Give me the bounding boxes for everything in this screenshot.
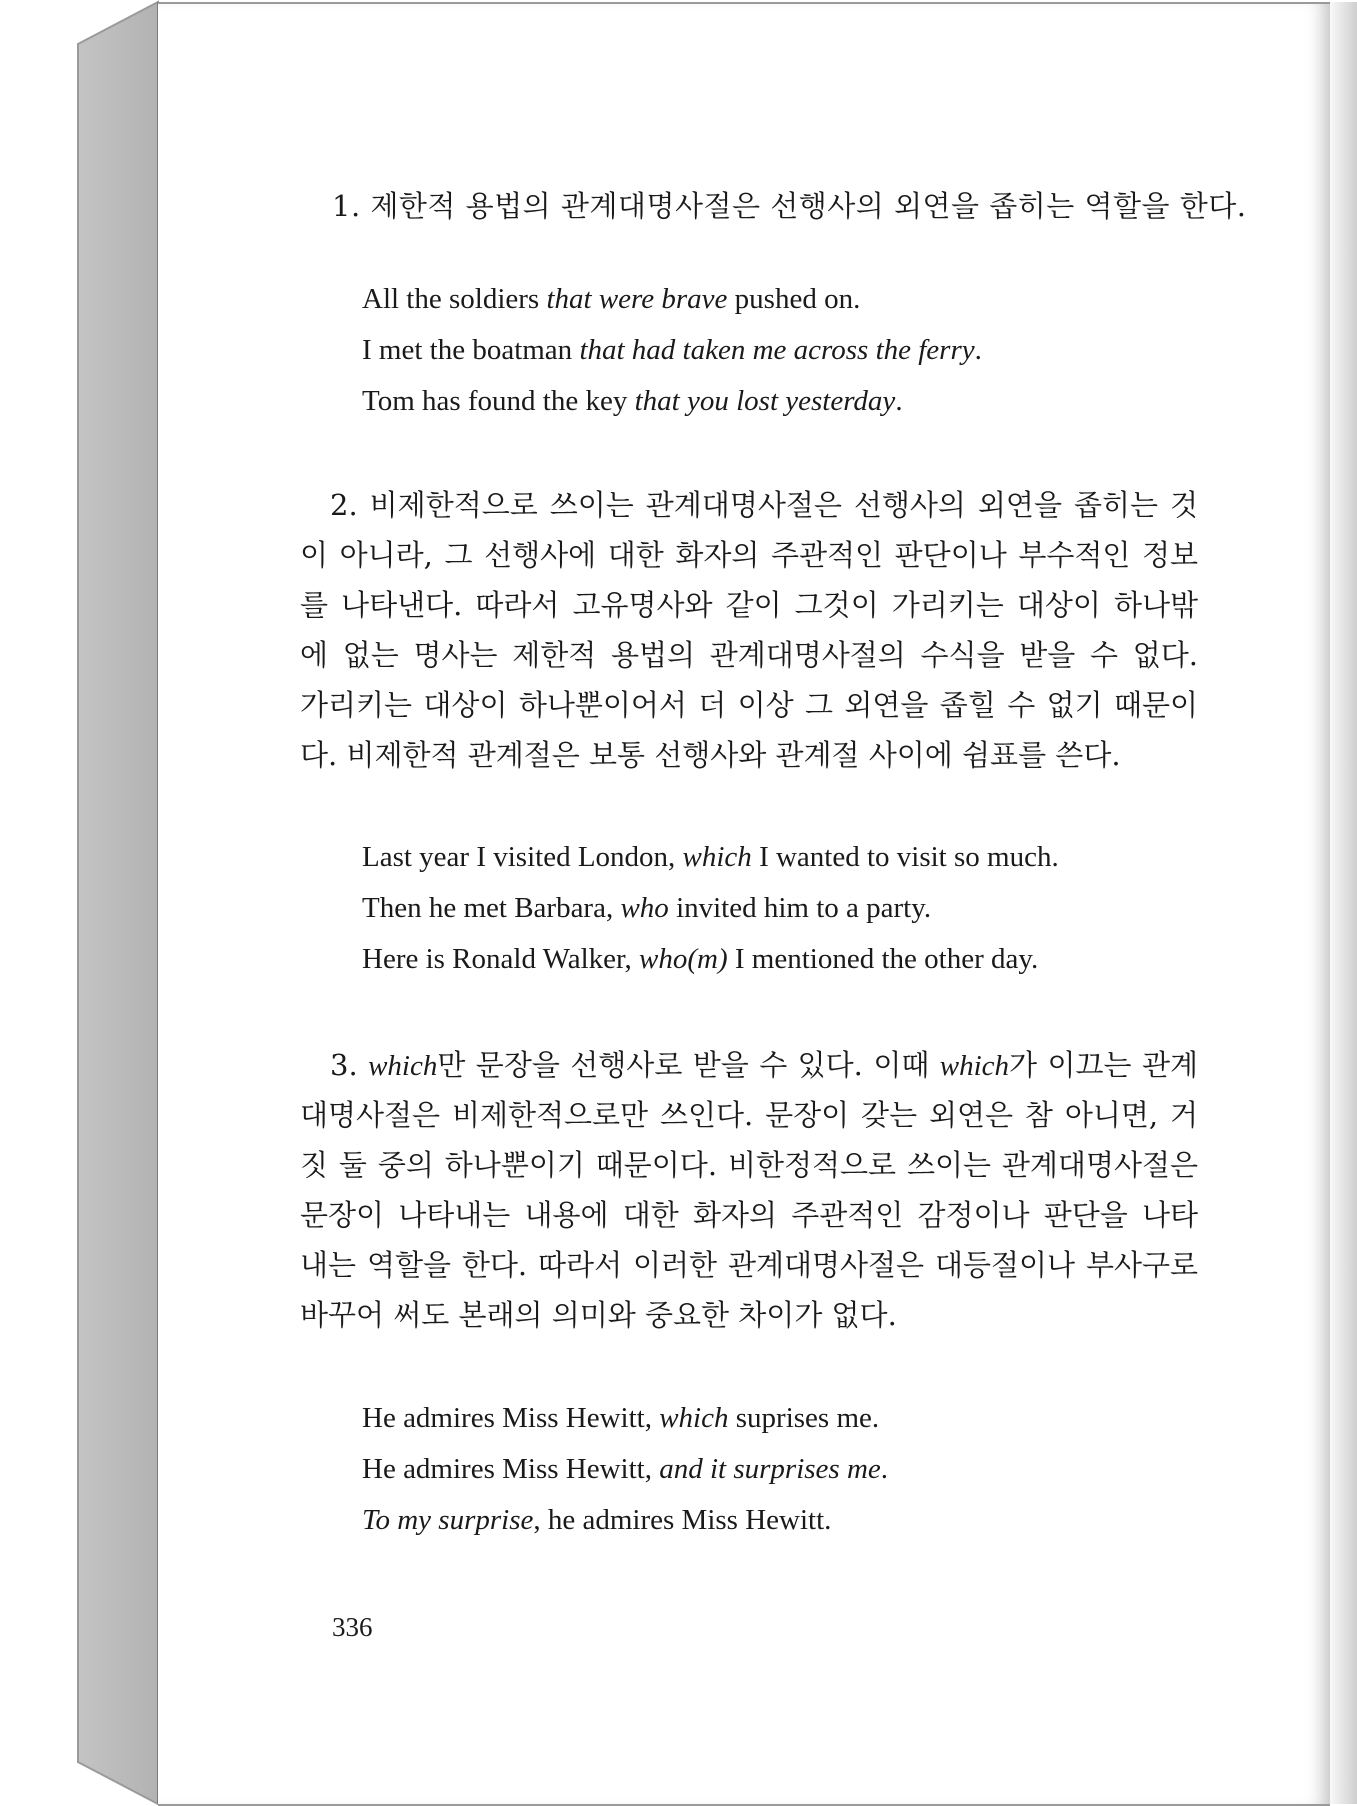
- paragraph-line: 내는 역할을 한다. 따라서 이러한 관계대명사절은 대등절이나 부사구로: [300, 1248, 1198, 1282]
- example-text: , he admires Miss Hewitt.: [533, 1504, 832, 1536]
- example-text: Here is Ronald Walker,: [362, 943, 640, 975]
- paragraph-line: 문장이 나타내는 내용에 대한 화자의 주관적인 감정이나 판단을 나타: [300, 1198, 1198, 1232]
- example-sentence: [362, 1444, 888, 1495]
- paragraph-line: 2. 비제한적으로 쓰이는 관계대명사절은 선행사의 외연을 좁히는 것: [330, 488, 1198, 522]
- paragraph-text: 가 이끄는 관계: [1009, 1048, 1198, 1082]
- example-text: .: [880, 1453, 889, 1485]
- section-3-examples: [362, 1393, 888, 1546]
- example-text: .: [974, 334, 982, 366]
- example-text: Then he met Barbara,: [362, 892, 621, 924]
- example-text: invited him to a party.: [668, 892, 932, 924]
- paragraph-line: 이 아니라, 그 선행사에 대한 화자의 주관적인 판단이나 부수적인 정보: [300, 538, 1198, 572]
- example-italic: that were brave: [546, 283, 728, 315]
- example-italic: which: [659, 1402, 729, 1434]
- example-italic: which: [682, 841, 752, 873]
- example-italic: and it surprises me: [659, 1453, 881, 1485]
- paragraph-line: 바꾸어 써도 본래의 의미와 중요한 차이가 없다.: [300, 1298, 897, 1332]
- section-2-examples: [362, 832, 1059, 985]
- example-sentence: [362, 1393, 888, 1444]
- section-3-paragraph: [300, 1040, 1198, 1340]
- example-sentence: [362, 883, 1059, 934]
- italic-term: which: [368, 1050, 438, 1082]
- paragraph-line: 짓 둘 중의 하나뿐이기 때문이다. 비한정적으로 쓰이는 관계대명사절은: [300, 1148, 1198, 1182]
- example-italic: that you lost yesterday: [634, 385, 896, 417]
- section-2-paragraph: [300, 480, 1198, 780]
- italic-term: which: [939, 1050, 1010, 1082]
- example-italic: who: [620, 892, 669, 924]
- example-sentence: [362, 325, 982, 376]
- section-1-heading: 1. 제한적 용법의 관계대명사절은 선행사의 외연을 좁히는 역할을 한다.: [332, 189, 1247, 223]
- example-italic: who(m): [639, 943, 728, 975]
- example-sentence: [362, 376, 982, 427]
- example-sentence: [362, 1495, 888, 1546]
- example-sentence: [362, 832, 1059, 883]
- example-text: pushed on.: [727, 283, 861, 315]
- paragraph-line: 를 나타낸다. 따라서 고유명사와 같이 그것이 가리키는 대상이 하나밖: [300, 588, 1198, 622]
- section-1-examples: [362, 274, 982, 427]
- example-text: I mentioned the other day.: [727, 943, 1039, 975]
- example-text: suprises me.: [728, 1402, 880, 1434]
- example-text: Last year I visited London,: [362, 841, 683, 873]
- example-text: Tom has found the key: [362, 385, 635, 417]
- example-sentence: [362, 274, 982, 325]
- section-number: 3.: [330, 1048, 369, 1082]
- example-sentence: [362, 934, 1059, 985]
- paragraph-text: 만 문장을 선행사로 받을 수 있다. 이때: [437, 1048, 940, 1082]
- paragraph-line: 대명사절은 비제한적으로만 쓰인다. 문장이 갖는 외연은 참 아니면, 거: [300, 1098, 1198, 1132]
- example-text: All the soldiers: [362, 283, 547, 315]
- example-text: He admires Miss Hewitt,: [362, 1453, 660, 1485]
- example-text: He admires Miss Hewitt,: [362, 1402, 660, 1434]
- example-italic: that had taken me across the ferry: [579, 334, 975, 366]
- example-italic: To my surprise: [362, 1504, 534, 1536]
- paragraph-line: 에 없는 명사는 제한적 용법의 관계대명사절의 수식을 받을 수 없다.: [300, 638, 1198, 672]
- example-text: I met the boatman: [362, 334, 580, 366]
- example-text: I wanted to visit so much.: [751, 841, 1059, 873]
- paragraph-line: 다. 비제한적 관계절은 보통 선행사와 관계절 사이에 쉼표를 쓴다.: [300, 738, 1121, 772]
- paragraph-line: [300, 1040, 1198, 1090]
- paragraph-line: 가리키는 대상이 하나뿐이어서 더 이상 그 외연을 좁힐 수 없기 때문이: [300, 688, 1198, 722]
- example-text: .: [895, 385, 903, 417]
- page-number: 336: [332, 1612, 373, 1642]
